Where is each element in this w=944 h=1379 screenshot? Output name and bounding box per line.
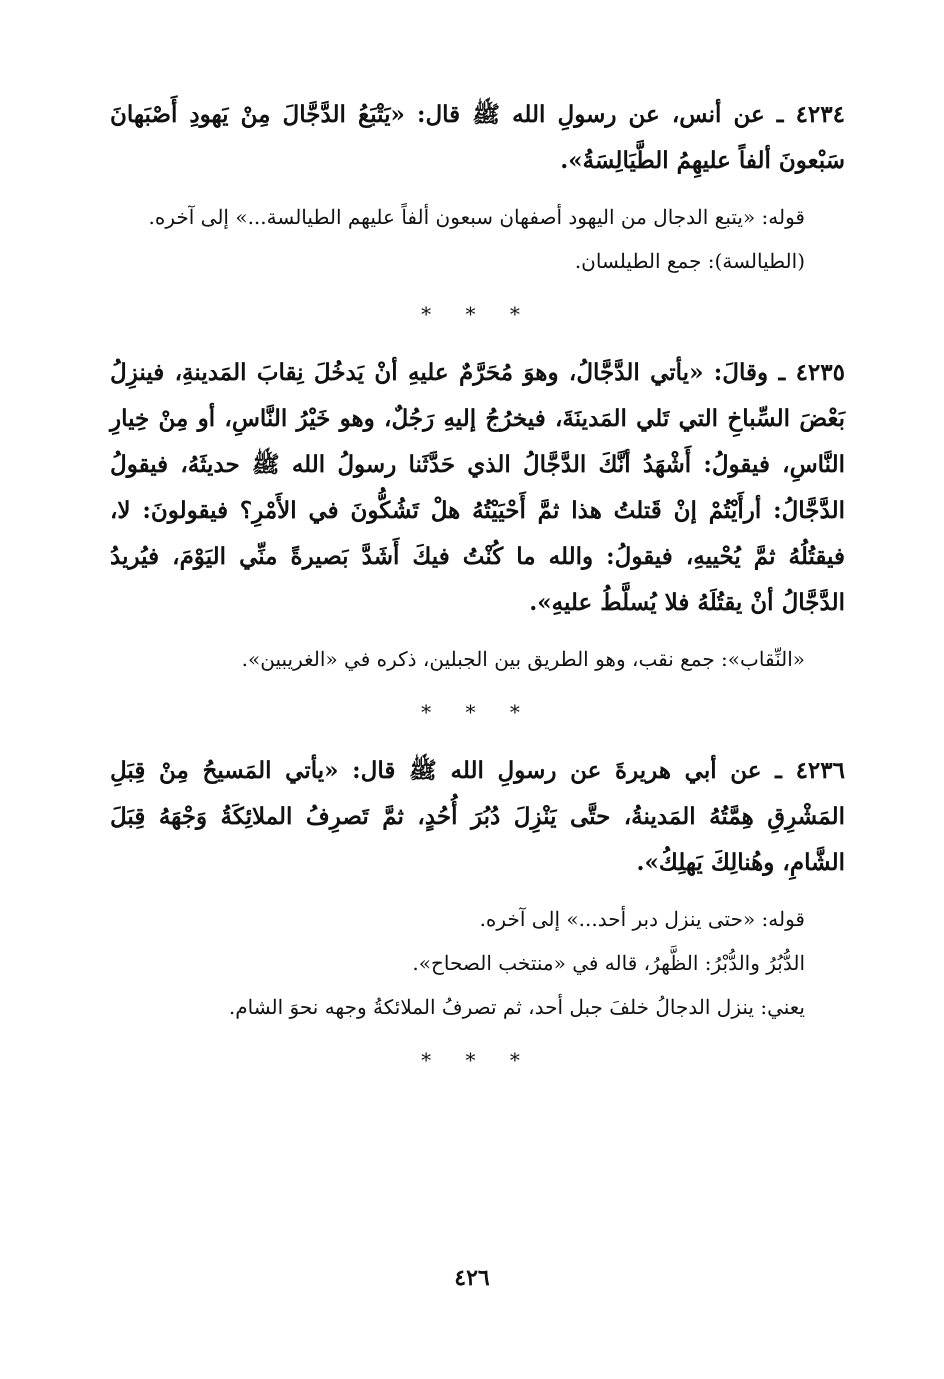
commentary-line: الدُّبُرُ والدُّبْرُ: الظَّهرُ، قاله في «منتخب الصحاح». bbox=[412, 951, 805, 975]
section-separator: * * * bbox=[421, 302, 534, 326]
commentary-line: يعني: ينزل الدجالُ خلفَ جبل أحد، ثم تصرفُ الملائكةُ وجهه نحوَ الشام. bbox=[228, 995, 805, 1019]
hadith-4235: ٤٢٣٥ ـ وقالَ: «يأتي الدَّجَّالُ، وهوَ مُحَرَّمٌ عليهِ أنْ يَدخُلَ نِقابَ المَدينةِ، فينزِلُ بَعْضَ السِّباخِ التي تَلي المَدينَةَ، فيخرُجُ إليهِ رَجُلٌ، وهو خَيْرُ النَّاسِ، أو مِنْ خِيارِ النَّاسِ، فيقولُ: أَشْهَدُ أنَّكَ الدَّجَّالُ الذي حَدَّثَنا رسولُ الله ﷺ حديثَهُ، فيقولُ الدَّجَّالُ: أرأَيْتُمْ إنْ قَتلتُ هذا ثمَّ أَحْيَيْتُهُ هلْ تَشُكُّونَ في الأَمْرِ؟ فيقولونَ: لا، فيقتُلُهُ ثمَّ يُحْييهِ، فيقولُ: والله ما كُنْتُ فيكَ أَشَدَّ بَصيرةً منِّي اليَوْمَ، فيُريدُ الدَّجَّالُ أنْ يقتُلَهُ فلا يُسلَّطُ عليهِ». bbox=[110, 359, 845, 616]
section-separator: * * * bbox=[421, 1048, 534, 1072]
section-separator: * * * bbox=[421, 700, 534, 724]
commentary-line: (الطيالسة): جمع الطيلسان. bbox=[574, 249, 805, 273]
commentary-line: قوله: «حتى ينزل دبر أحد...» إلى آخره. bbox=[479, 907, 805, 931]
hadith-4234: ٤٢٣٤ ـ عن أنس، عن رسولِ الله ﷺ قال: «يَتْبَعُ الدَّجَّالَ مِنْ يَهودِ أَصْبَهانَ سَبْعونَ ألفاً عليهِمُ الطَّيَالِسَةُ». bbox=[110, 101, 845, 174]
page-body bbox=[110, 80, 845, 1096]
page-number: ٤٢٦ bbox=[454, 1265, 490, 1291]
commentary-line: «النِّقاب»: جمع نقب، وهو الطريق بين الجبلين، ذكره في «الغريبين». bbox=[241, 647, 805, 671]
commentary-line: قوله: «يتبع الدجال من اليهود أصفهان سبعون ألفاً عليهم الطيالسة...» إلى آخره. bbox=[148, 205, 805, 229]
hadith-4236: ٤٢٣٦ ـ عن أبي هريرةَ عن رسولِ الله ﷺ قال: «يأتي المَسيحُ مِنْ قِبَلِ المَشْرِقِ هِمَّتُهُ المَدينةُ، حتَّى يَنْزِلَ دُبُرَ أُحُدٍ، ثمَّ تَصرِفُ الملائِكَةُ وَجْهَهُ قِبَلَ الشَّامِ، وهُنالِكَ يَهلِكُ». bbox=[110, 757, 845, 876]
